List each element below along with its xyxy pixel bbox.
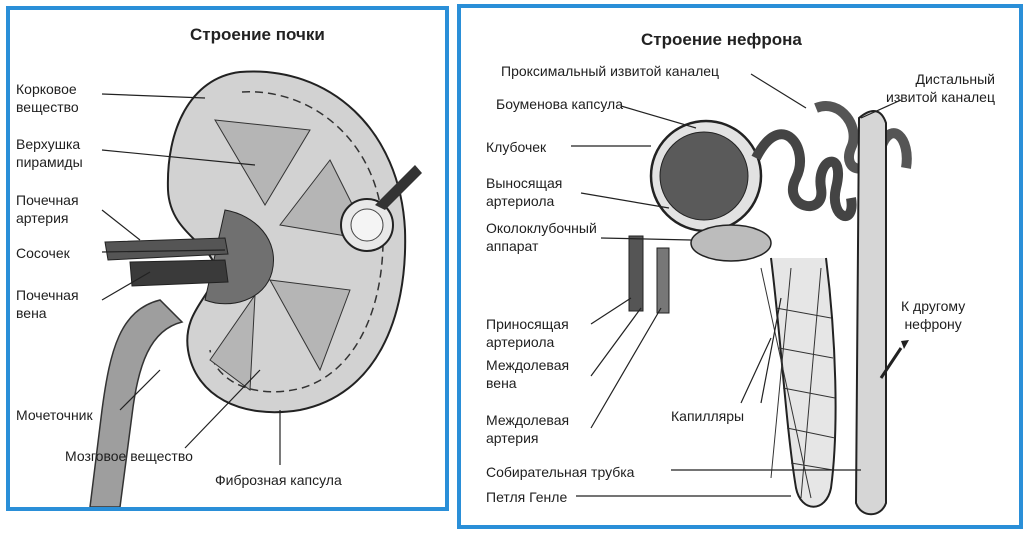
label-collecting-duct: Собирательная трубка [486, 464, 635, 480]
nephron-panel [457, 4, 1023, 529]
label-efferent-arteriole: Выносящая артериола [486, 175, 563, 209]
label-capillaries: Капилляры [671, 408, 745, 424]
interlobar-vein-shape [629, 236, 643, 311]
label-papilla: Сосочек [16, 245, 70, 261]
label-juxtaglomerular: Околоклубочный аппарат [486, 220, 597, 254]
kidney-panel [6, 6, 449, 511]
label-fibrous-capsule: Фиброзная капсула [215, 472, 342, 488]
label-afferent-arteriole: Приносящая артериола [486, 316, 569, 350]
label-ureter: Мочеточник [16, 407, 93, 423]
collecting-duct-shape [856, 111, 886, 514]
label-interlobar-artery: Междолевая артерия [486, 412, 570, 446]
label-renal-artery: Почечная артерия [16, 192, 79, 226]
label-glomerulus: Клубочек [486, 139, 547, 155]
glomerulus-shape [660, 132, 748, 220]
label-proximal-tubule: Проксимальный извитой каналец [501, 63, 720, 79]
label-interlobar-vein: Междолевая вена [486, 357, 570, 391]
renal-vein-shape [130, 260, 228, 286]
label-henle-loop: Петля Генле [486, 489, 568, 505]
proximal-tubule-shape [756, 134, 852, 216]
interlobar-artery-shape [657, 248, 669, 313]
label-distal-tubule: Дистальный извитой каналец [886, 71, 995, 105]
label-renal-vein: Почечная вена [16, 287, 79, 321]
nephron-title: Строение нефрона [641, 30, 802, 49]
juxtaglomerular-shape [691, 225, 771, 261]
label-cortex: Корковое вещество [16, 81, 79, 115]
label-bowman-capsule: Боуменова капсула [496, 96, 623, 112]
label-next-nephron: К другому нефрону [901, 298, 966, 332]
label-medulla: Мозговое вещество [65, 448, 193, 464]
kidney-title: Строение почки [190, 25, 325, 44]
ureter-shape [90, 300, 182, 507]
label-pyramid-apex: Верхушка пирамиды [16, 136, 83, 170]
